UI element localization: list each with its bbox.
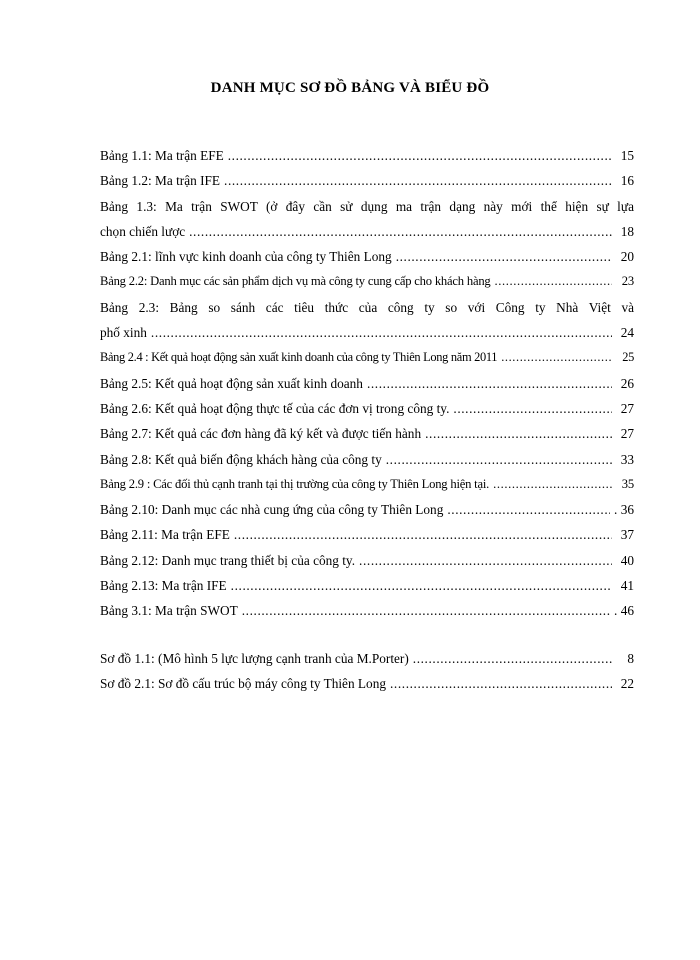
toc-entry-bang-1-3[interactable] xyxy=(100,194,634,245)
toc-entry-page: 37 xyxy=(620,527,634,543)
dot-leader xyxy=(234,522,612,547)
dot-leader xyxy=(390,671,612,696)
toc-entry-page: 20 xyxy=(620,249,634,265)
toc-entry-bang-2-11[interactable] xyxy=(100,522,634,547)
dot-leader xyxy=(495,269,612,294)
toc-entry-page: 26 xyxy=(620,375,634,391)
section-gap xyxy=(100,624,634,646)
toc-entry-label: Bảng 3.1: Ma trận SWOT xyxy=(100,603,238,619)
dot-leader xyxy=(224,168,612,193)
toc-entry-page: 16 xyxy=(620,173,634,189)
toc-entry-label: Bảng 2.1: lĩnh vực kinh doanh của công ty Thiên Long xyxy=(100,249,392,265)
page-title: DANH MỤC SƠ ĐỒ BẢNG VÀ BIỂU ĐỒ xyxy=(210,80,490,96)
toc-entry-page: 27 xyxy=(620,426,634,442)
toc-entry-page: 25 xyxy=(622,350,634,365)
toc-entry-bang-2-3[interactable] xyxy=(100,295,634,346)
dot-leader xyxy=(367,371,612,396)
toc-entry-page: 41 xyxy=(620,578,634,594)
toc-entry-label: Bảng 2.10: Danh mục các nhà cung ứng của công ty Thiên Long xyxy=(100,502,444,518)
toc-entry-label: Sơ đồ 1.1: (Mô hình 5 lực lượng cạnh tranh của M.Porter) xyxy=(100,650,409,666)
table-of-contents xyxy=(100,143,634,696)
dot-leader xyxy=(359,548,612,573)
toc-entry-bang-2-7[interactable] xyxy=(100,421,634,446)
toc-entry-bang-3-1[interactable] xyxy=(100,598,634,623)
toc-entry-so-do-2-1[interactable] xyxy=(100,671,634,696)
dot-leader xyxy=(413,646,612,671)
toc-entry-page: 15 xyxy=(620,148,634,163)
toc-entry-page: 24 xyxy=(620,325,634,341)
toc-entry-bang-2-4[interactable] xyxy=(100,345,634,370)
toc-entry-bang-2-8[interactable] xyxy=(100,447,634,472)
toc-entry-label: Bảng 2.11: Ma trận EFE xyxy=(100,527,230,543)
toc-entry-bang-1-1[interactable] xyxy=(100,143,634,168)
dot-leader xyxy=(493,472,612,497)
toc-entry-bang-2-13[interactable] xyxy=(100,573,634,598)
toc-entry-page: . 46 xyxy=(614,603,634,619)
toc-entry-label-line-2: phố xinh xyxy=(100,325,147,341)
toc-entry-label: Bảng 2.5: Kết quả hoạt động sản xuất kinh doanh xyxy=(100,375,363,391)
toc-entry-bang-2-9[interactable] xyxy=(100,472,634,497)
toc-entry-page: 18 xyxy=(620,223,634,239)
toc-entry-label: Bảng 2.6: Kết quả hoạt động thực tế của các đơn vị trong công ty. xyxy=(100,400,450,416)
dot-leader xyxy=(453,396,612,421)
toc-entry-label: Bảng 2.12: Danh mục trang thiết bị của công ty. xyxy=(100,552,356,568)
toc-entry-page: 40 xyxy=(620,552,634,568)
dot-leader xyxy=(151,320,612,345)
toc-entry-page: 23 xyxy=(621,274,634,289)
toc-entry-label: Bảng 2.9 : Các đối thủ cạnh tranh tại thị trường của công ty Thiên Long hiện tại. xyxy=(100,476,490,491)
dot-leader xyxy=(447,497,610,522)
toc-entry-page: 27 xyxy=(620,400,634,416)
toc-entry-label: Bảng 2.4 : Kết quả hoạt động sản xuất kinh doanh của công ty Thiên Long năm 2011 xyxy=(100,350,498,365)
toc-entry-label: Bảng 1.1: Ma trận EFE xyxy=(100,148,224,163)
dot-leader xyxy=(501,345,612,370)
toc-entry-label-line-1: Bảng 2.3: Bảng so sánh các tiêu thức của công ty so với Công ty Nhà Việt và xyxy=(100,299,634,315)
toc-entry-bang-2-2[interactable] xyxy=(100,269,634,294)
toc-entry-bang-2-6[interactable] xyxy=(100,396,634,421)
toc-entry-bang-2-1[interactable] xyxy=(100,244,634,269)
toc-entry-page: . 36 xyxy=(614,502,634,518)
dot-leader xyxy=(386,447,612,472)
toc-entry-label: Bảng 2.7: Kết quả các đơn hàng đã ký kết và được tiến hành xyxy=(100,426,422,442)
toc-entry-page: 35 xyxy=(621,476,634,491)
dot-leader xyxy=(231,573,612,598)
dot-leader xyxy=(228,143,612,168)
toc-entry-label: Bảng 1.2: Ma trận IFE xyxy=(100,173,221,189)
toc-entry-page: 33 xyxy=(620,451,634,467)
dot-leader xyxy=(425,421,612,446)
toc-entry-label: Bảng 2.8: Kết quả biến động khách hàng của công ty xyxy=(100,451,382,467)
toc-entry-label: Bảng 2.13: Ma trận IFE xyxy=(100,578,227,594)
toc-entry-bang-1-2[interactable] xyxy=(100,168,634,193)
dot-leader xyxy=(189,219,612,244)
toc-entry-so-do-1-1[interactable] xyxy=(100,646,634,671)
toc-entry-label-line-2: chọn chiến lược xyxy=(100,223,186,239)
dot-leader xyxy=(242,598,610,623)
toc-entry-bang-2-12[interactable] xyxy=(100,548,634,573)
toc-entry-bang-2-10[interactable] xyxy=(100,497,634,522)
toc-entry-page: 22 xyxy=(620,675,634,691)
toc-entry-label-line-1: Bảng 1.3: Ma trận SWOT (ở đây cần sử dụng ma trận dạng này mới thể hiện sự lựa xyxy=(100,198,634,214)
dot-leader xyxy=(396,244,612,269)
toc-entry-label: Bảng 2.2: Danh mục các sản phẩm dịch vụ mà công ty cung cấp cho khách hàng xyxy=(100,274,491,289)
toc-entry-page: 8 xyxy=(627,650,634,666)
toc-entry-bang-2-5[interactable] xyxy=(100,371,634,396)
toc-entry-label: Sơ đồ 2.1: Sơ đồ cấu trúc bộ máy công ty Thiên Long xyxy=(100,675,386,691)
